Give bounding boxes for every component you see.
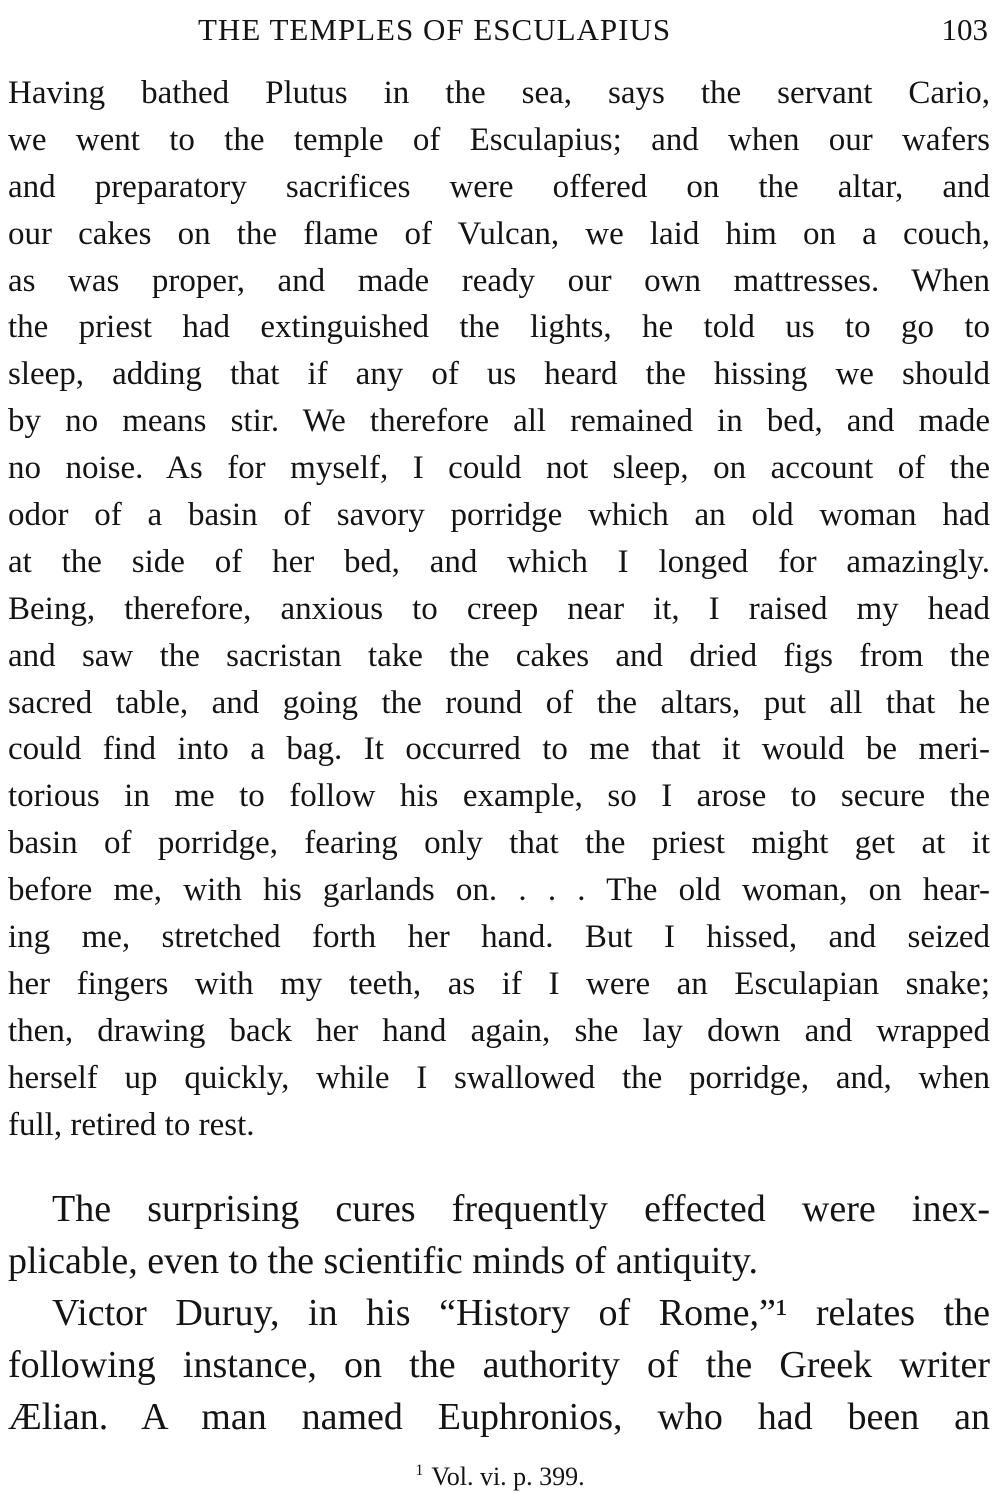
extract-line: we went to the temple of Esculapius; and when our wafers	[8, 121, 990, 158]
extract-line: sleep, adding that if any of us heard the hissing we should	[8, 356, 990, 393]
extract-line: by no means stir. We therefore all remained in bed, and made	[8, 403, 990, 440]
extract-line: no noise. As for myself, I could not sleep, on account of the	[8, 450, 990, 487]
extract-line: before me, with his garlands on. . . . The old woman, on hear-	[8, 872, 990, 909]
paragraph-line: The surprising cures frequently effected were inex-	[52, 1188, 990, 1230]
page-number: 103	[941, 12, 988, 47]
paragraph-line: Victor Duruy, in his “History of Rome,”¹ relates the	[52, 1292, 990, 1334]
extract-line: Having bathed Plutus in the sea, says the servant Cario,	[8, 75, 990, 111]
extract-line: and preparatory sacrifices were offered on the altar, and	[8, 168, 990, 205]
extract-line: odor of a basin of savory porridge which an old woman had	[8, 497, 990, 534]
extract-line: could find into a bag. It occurred to me that it would be meri-	[8, 731, 990, 768]
quoted-extract	[8, 70, 990, 1148]
paragraph-line: plicable, even to the scientific minds of antiquity.	[8, 1240, 758, 1282]
extract-line: and saw the sacristan take the cakes and dried figs from the	[8, 637, 990, 674]
running-title: THE TEMPLES OF ESCULAPIUS	[198, 12, 672, 47]
extract-line: then, drawing back her hand again, she lay down and wrapped	[8, 1012, 990, 1049]
extract-line: Being, therefore, anxious to creep near it, I raised my head	[8, 590, 990, 627]
footnote-mark: 1	[415, 1462, 424, 1480]
extract-line: torious in me to follow his example, so I arose to secure the	[8, 778, 990, 815]
extract-line: sacred table, and going the round of the altars, put all that he	[8, 684, 990, 721]
paragraph-line: Ælian. A man named Euphronios, who had been an	[8, 1396, 990, 1438]
extract-line: at the side of her bed, and which I longed for amazingly.	[8, 543, 990, 580]
paragraph-line: following instance, on the authority of the Greek writer	[8, 1344, 990, 1386]
extract-line: basin of porridge, fearing only that the priest might get at it	[8, 825, 990, 862]
extract-line: the priest had extinguished the lights, he told us to go to	[8, 309, 990, 346]
extract-line: as was proper, and made ready our own mattresses. When	[8, 262, 990, 299]
footnote	[0, 1462, 1000, 1492]
footnote-text: Vol. vi. p. 399.	[431, 1462, 585, 1491]
extract-line: ing me, stretched forth her hand. But I hissed, and seized	[8, 919, 990, 956]
page-header	[0, 10, 1000, 50]
body-text	[8, 1183, 990, 1443]
extract-line: her fingers with my teeth, as if I were an Esculapian snake;	[8, 965, 990, 1002]
extract-line: herself up quickly, while I swallowed the porridge, and, when	[8, 1059, 990, 1096]
extract-line: our cakes on the flame of Vulcan, we laid him on a couch,	[8, 215, 990, 252]
extract-line: full, retired to rest.	[8, 1106, 255, 1143]
